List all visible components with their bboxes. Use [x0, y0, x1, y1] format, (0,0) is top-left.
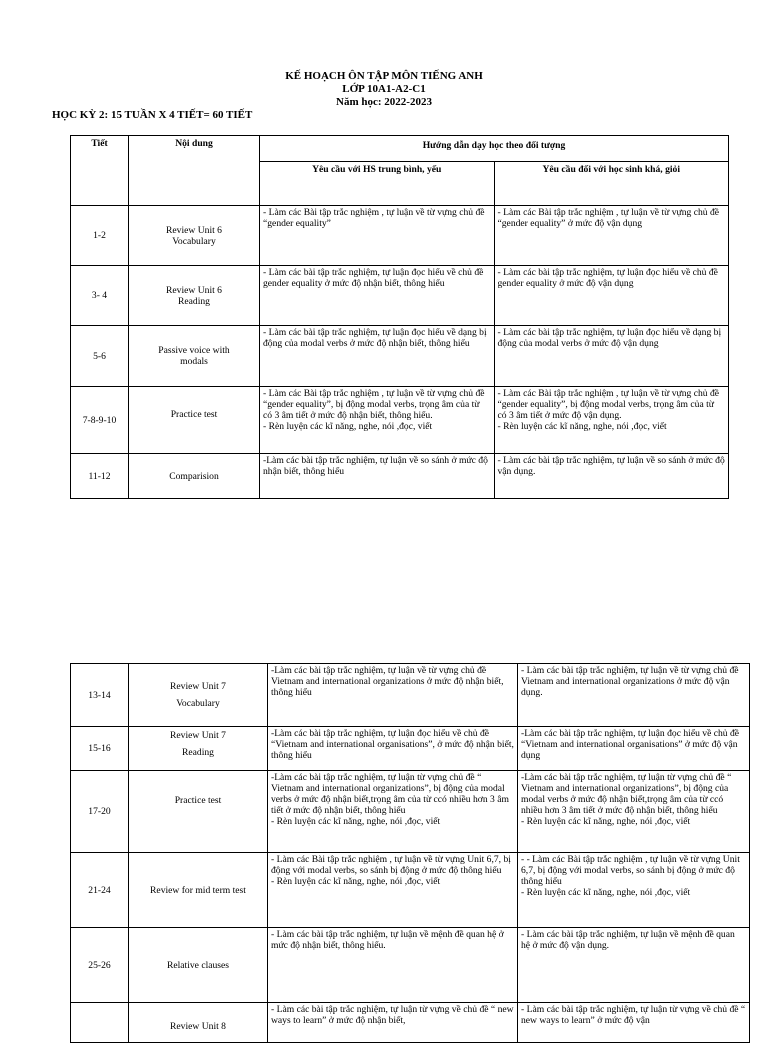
row-weak: -Làm các bài tập trắc nghiệm, tự luận về so sánh ở mức độ nhận biết, thông hiểu: [260, 454, 495, 499]
row-tiet: 15-16: [71, 727, 129, 771]
row-content: Review Unit 6 Vocabulary: [129, 206, 260, 266]
table-row: [71, 387, 729, 454]
row-content: Review Unit 7 Reading: [129, 727, 268, 771]
row-strong: - - Làm các Bài tập trắc nghiệm , tự luận về từ vựng Unit 6,7, bị động với modal verbs, so sánh bị động ở mức độ thông hiểu - Rèn luyện các kĩ năng, nghe, nói ,đọc, viết: [518, 853, 750, 928]
header-strong: Yêu cầu đối với học sinh khá, giỏi: [494, 162, 729, 206]
row-tiet: 5-6: [71, 326, 129, 387]
header-weak: Yêu cầu với HS trung bình, yếu: [260, 162, 495, 206]
row-strong: - Làm các bài tập trắc nghiệm, tự luận từ vựng về chủ đề “ new ways to learn” ở mức độ vận: [518, 1003, 750, 1043]
row-tiet: 25-26: [71, 928, 129, 1003]
row-tiet: 7-8-9-10: [71, 387, 129, 454]
row-strong: -Làm các bài tập trắc nghiệm, tự luận từ vựng chủ đề “ Vietnam and international organizations”, bị động của modal verbs ở mức độ nhận biết,trọng âm của từ ccó nhiều hơn 3 âm tiết ở mức độ nhận biết, thông hiểu - Rèn luyện các kĩ năng, nghe, nói ,đọc, viết: [518, 771, 750, 853]
row-strong: - Làm các bài tập trắc nghiệm, tự luận về từ vựng chủ đề Vietnam and international organizations ở mức độ vận dụng.: [518, 664, 750, 727]
row-strong: - Làm các Bài tập trắc nghiệm , tự luận về từ vựng chủ đề “gender equality” ở mức độ vận dụng: [494, 206, 729, 266]
row-tiet: 1-2: [71, 206, 129, 266]
row-content: Practice test: [129, 771, 268, 853]
row-weak: - Làm các Bài tập trắc nghiệm , tự luận về từ vựng chủ đề “gender equality”, bị động modal verbs, trọng âm của từ có 3 âm tiết ở mức độ nhận biết, thông hiểu. - Rèn luyện các kĩ năng, nghe, nói ,đọc, viết: [260, 387, 495, 454]
row-content: Review for mid term test: [129, 853, 268, 928]
row-content: Relative clauses: [129, 928, 268, 1003]
row-tiet: 11-12: [71, 454, 129, 499]
row-strong: - Làm các bài tập trắc nghiệm, tự luận đọc hiểu về chủ đề gender equality ở mức độ vận dụng: [494, 266, 729, 326]
table-row: [71, 727, 750, 771]
table-row: [71, 853, 750, 928]
row-strong: - Làm các bài tập trắc nghiệm, tự luận đọc hiểu về dạng bị động của modal verbs ở mức độ vận dụng: [494, 326, 729, 387]
row-weak: - Làm các bài tập trắc nghiệm, tự luận về mệnh đề quan hệ ở mức độ nhận biết, thông hiểu.: [268, 928, 518, 1003]
row-weak: - Làm các Bài tập trắc nghiệm , tự luận về từ vựng chủ đề “gender equality”: [260, 206, 495, 266]
table-row: [71, 1003, 750, 1043]
class-label: LỚP 10A1-A2-C1: [342, 83, 426, 95]
row-tiet: 3- 4: [71, 266, 129, 326]
row-weak: - Làm các bài tập trắc nghiệm, tự luận đọc hiểu về chủ đề gender equality ở mức độ nhận biết, thông hiểu: [260, 266, 495, 326]
row-weak: -Làm các bài tập trắc nghiệm, tự luận về từ vựng chủ đề Vietnam and international organizations ở mức độ nhận biết, thông hiểu: [268, 664, 518, 727]
row-weak: -Làm các bài tập trắc nghiệm, tự luận đọc hiểu về chủ đề “Vietnam and international organisations”, ở mức độ nhận biết, thông hiểu: [268, 727, 518, 771]
table-row: [71, 266, 729, 326]
row-strong: - Làm các bài tập trắc nghiệm, tự luận về so sánh ở mức độ vận dụng.: [494, 454, 729, 499]
school-year: Năm học: 2022-2023: [336, 96, 432, 108]
plan-table-2: [70, 663, 750, 1043]
header-guide: Hướng dẫn dạy học theo đối tượng: [260, 136, 729, 162]
row-tiet: [71, 1003, 129, 1043]
semester-line: HỌC KỲ 2: 15 TUẦN X 4 TIẾT= 60 TIẾT: [52, 109, 253, 121]
plan-table-1: [70, 135, 729, 499]
row-content: Practice test: [129, 387, 260, 454]
document-title: KẾ HOẠCH ÔN TẬP MÔN TIẾNG ANH: [285, 70, 483, 82]
row-content: Comparision: [129, 454, 260, 499]
row-tiet: 21-24: [71, 853, 129, 928]
row-weak: -Làm các bài tập trắc nghiệm, tự luận từ vựng chủ đề “ Vietnam and international organizations”, bị động của modal verbs ở mức độ nhận biết,trọng âm của từ ccó nhiều hơn 3 âm tiết ở mức độ nhận biết, thông hiểu - Rèn luyện các kĩ năng, nghe, nói ,đọc, viết: [268, 771, 518, 853]
table-row: [71, 206, 729, 266]
table-row: [71, 326, 729, 387]
header-content: Nội dung: [129, 136, 260, 206]
row-strong: - Làm các bài tập trắc nghiệm, tự luận về mệnh đề quan hệ ở mức độ vận dụng.: [518, 928, 750, 1003]
header-tiet: Tiết: [71, 136, 129, 206]
row-content: Review Unit 8: [129, 1003, 268, 1043]
table-row: [71, 664, 750, 727]
row-weak: - Làm các bài tập trắc nghiệm, tự luận đọc hiểu về dạng bị động của modal verbs ở mức độ nhận biết, thông hiểu: [260, 326, 495, 387]
table-row: [71, 454, 729, 499]
row-weak: - Làm các Bài tập trắc nghiệm , tự luận về từ vựng Unit 6,7, bị động với modal verbs, so sánh bị động ở mức độ thông hiểu - Rèn luyện các kĩ năng, nghe, nói ,đọc, viết: [268, 853, 518, 928]
row-content: Review Unit 7 Vocabulary: [129, 664, 268, 727]
table-row: [71, 771, 750, 853]
row-strong: -Làm các bài tập trắc nghiệm, tự luận đọc hiểu về chủ đề “Vietnam and international organisations” ở mức độ vận dụng: [518, 727, 750, 771]
row-content: Review Unit 6 Reading: [129, 266, 260, 326]
row-tiet: 13-14: [71, 664, 129, 727]
row-weak: - Làm các bài tập trắc nghiệm, tự luận từ vựng về chủ đề “ new ways to learn” ở mức độ nhận biết,: [268, 1003, 518, 1043]
row-content: Passive voice with modals: [129, 326, 260, 387]
row-strong: - Làm các Bài tập trắc nghiệm , tự luận về từ vựng chủ đề “gender equality”, bị động modal verbs, trọng âm của từ có 3 âm tiết ở mức độ vận dụng. - Rèn luyện các kĩ năng, nghe, nói ,đọc, viết: [494, 387, 729, 454]
table-row: [71, 928, 750, 1003]
row-tiet: 17-20: [71, 771, 129, 853]
